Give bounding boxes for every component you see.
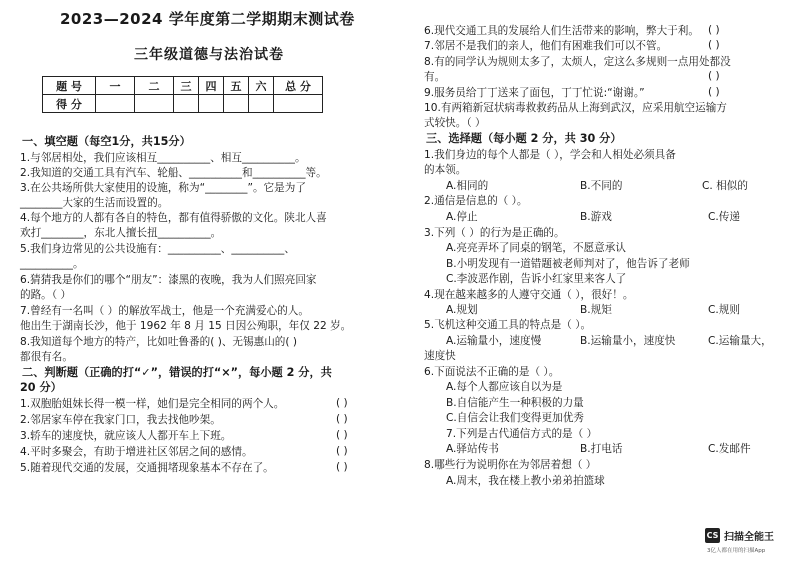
judge-item: 2.邻居家车停在我家门口，我去找他吵架。 [20,414,221,426]
choice-question: 1.我们身边的每个人都是（ ），学会和人相处必须具备 [424,149,676,161]
choice-option[interactable]: B.游戏 [580,211,612,223]
answer-paren[interactable]: ( ) [336,445,348,457]
answer-paren[interactable]: ( ) [708,39,720,51]
choice-option[interactable]: C.传递 [708,211,740,223]
judge-item: 式较快。（ ） [424,117,486,129]
answer-paren[interactable]: ( ) [336,397,348,409]
score-table-score-row [43,95,323,113]
answer-paren[interactable]: ( ) [708,86,720,98]
choice-option[interactable]: B.自信能产生一种积极的力量 [446,397,584,409]
score-cell: 题 号 [43,77,96,95]
question-line: 2.我知道的交通工具有汽车、轮船、__________和__________等。 [20,167,327,179]
choice-option[interactable]: C.发邮件 [708,443,751,455]
choice-question: 4.现在越来越多的人遵守交通（ ），很好！。 [424,289,634,301]
score-blank[interactable] [135,95,174,113]
question-line: 都很有名。 [20,351,73,363]
choice-option[interactable]: B.规矩 [580,304,612,316]
choice-option[interactable]: C.规则 [708,304,740,316]
camscanner-logo-icon: CS [705,528,720,543]
question-line: 4.每个地方的人都有各自的特色，都有值得骄傲的文化。陕北人喜 [20,212,327,224]
question-line: 欢打________，东北人擅长扭__________。 [20,227,222,239]
answer-paren[interactable]: ( ) [708,24,720,36]
question-line: 8.我知道每个地方的特产，比如吐鲁番的( )、无锡惠山的( ) [20,336,298,348]
choice-option[interactable]: C.运输量大， [708,335,772,347]
choice-option[interactable]: A.规划 [446,304,478,316]
score-cell: 一 [96,77,135,95]
choice-option-continued: 速度快 [424,350,456,362]
section-fill-blank-heading: 一、填空题（每空1分，共15分） [22,135,191,148]
score-cell: 三 [174,77,199,95]
score-cell: 二 [135,77,174,95]
choice-question: 的本领。 [424,164,467,176]
score-cell: 六 [249,77,274,95]
choice-option[interactable]: B.不同的 [580,180,623,192]
score-table [42,76,323,113]
watermark-subtitle: 3亿人都在用的扫描App [707,548,766,554]
choice-option[interactable]: B.打电话 [580,443,623,455]
question-line: 的路。（ ） [20,289,72,301]
choice-option[interactable]: C.自信会让我们变得更加优秀 [446,412,584,424]
exam-subtitle: 三年级道德与法治试卷 [134,47,284,63]
section-judge-heading-cont: 20 分） [20,381,62,394]
answer-paren[interactable]: ( ) [336,461,348,473]
choice-question: 8.哪些行为说明你在为邻居着想（ ） [424,459,597,471]
judge-item: 4.平时多聚会，有助于增进社区邻居之间的感情。 [20,446,253,458]
choice-question: 7.下列是古代通信方式的是（ ） [446,428,598,440]
choice-option[interactable]: C. 相似的 [702,180,748,192]
question-line: 5.我们身边常见的公共设施有：__________、__________、 [20,243,295,255]
choice-question: 6.下面说法不正确的是（ ）。 [424,366,560,378]
choice-option[interactable]: A.每个人都应该自以为是 [446,381,563,393]
choice-question: 2.通信是信息的（ ）。 [424,195,528,207]
choice-option[interactable]: A.相同的 [446,180,489,192]
judge-item: 6.现代交通工具的发展给人们生活带来的影响，弊大于利。 [424,25,699,37]
score-blank[interactable] [199,95,224,113]
question-line: ________大家的生活而设置的。 [20,197,169,209]
choice-option[interactable]: A.驿站传书 [446,443,499,455]
question-line: 6.猜猜我是你们的哪个“朋友”：漆黑的夜晚，我为人们照亮回家 [20,274,317,286]
answer-paren[interactable]: ( ) [336,413,348,425]
section-choice-heading: 三、选择题（每小题 2 分，共 30 分） [426,132,622,145]
answer-paren[interactable]: ( ) [336,429,348,441]
judge-item: 9.服务员给丁丁送来了面包，丁丁忙说:“谢谢。” [424,87,645,99]
score-blank[interactable] [96,95,135,113]
score-blank[interactable] [249,95,274,113]
score-blank[interactable] [174,95,199,113]
judge-item: 7.邻居不是我们的亲人，他们有困难我们可以不管。 [424,40,668,52]
choice-question: 3.下列（ ）的行为是正确的。 [424,227,565,239]
section-judge-heading: 二、判断题（正确的打“✓”，错误的打“×”，每小题 2 分，共 [22,366,332,379]
choice-question: 5.飞机这种交通工具的特点是（ ）。 [424,319,592,331]
score-cell: 四 [199,77,224,95]
choice-option[interactable]: A.周末，我在楼上教小弟弟拍篮球 [446,475,605,487]
score-table-header-row [43,77,323,95]
watermark-name: 扫描全能王 [724,532,774,543]
answer-paren[interactable]: ( ) [708,70,720,82]
score-blank[interactable] [274,95,323,113]
question-line: __________。 [20,258,84,270]
judge-item: 10.有两箱新冠状病毒救救药品从上海到武汉，应采用航空运输方 [424,102,727,114]
score-cell: 总 分 [274,77,323,95]
choice-option[interactable]: C.李波恶作剧，告诉小红家里来客人了 [446,273,627,285]
score-cell: 五 [224,77,249,95]
question-line: 3.在公共场所供大家使用的设施，称为“________”。它是为了 [20,182,306,194]
choice-option[interactable]: B.小明发现有一道错题被老师判对了，他告诉了老师 [446,258,690,270]
judge-item: 8.有的同学认为规则太多了，太烦人，定这么多规则一点用处都没 [424,56,731,68]
exam-title: 2023—2024 学年度第二学期期末测试卷 [60,10,355,28]
question-line: 1.与邻居相处，我们应该相互__________、相互__________。 [20,152,306,164]
score-blank[interactable] [224,95,249,113]
choice-option[interactable]: A.运输量小，速度慢 [446,335,542,347]
choice-option[interactable]: A.亮亮弄坏了同桌的钢笔，不愿意承认 [446,242,626,254]
judge-item: 3.轿车的速度快，就应该人人都开车上下班。 [20,430,232,442]
question-line: 7.曾经有一名叫（ ）的解放军战士，他是一个充满爱心的人。 [20,305,309,317]
judge-item: 有。 [424,71,446,83]
score-cell: 得 分 [43,95,96,113]
judge-item: 5.随着现代交通的发展，交通拥堵现象基本不存在了。 [20,462,274,474]
judge-item: 1.双胞胎姐妹长得一模一样，她们是完全相同的两个人。 [20,398,285,410]
choice-option[interactable]: B.运输量小，速度快 [580,335,676,347]
question-line: 他出生于湖南长沙，他于 1962 年 8 月 15 日因公殉职，年仅 22 岁。 [20,320,352,332]
choice-option[interactable]: A.停止 [446,211,478,223]
